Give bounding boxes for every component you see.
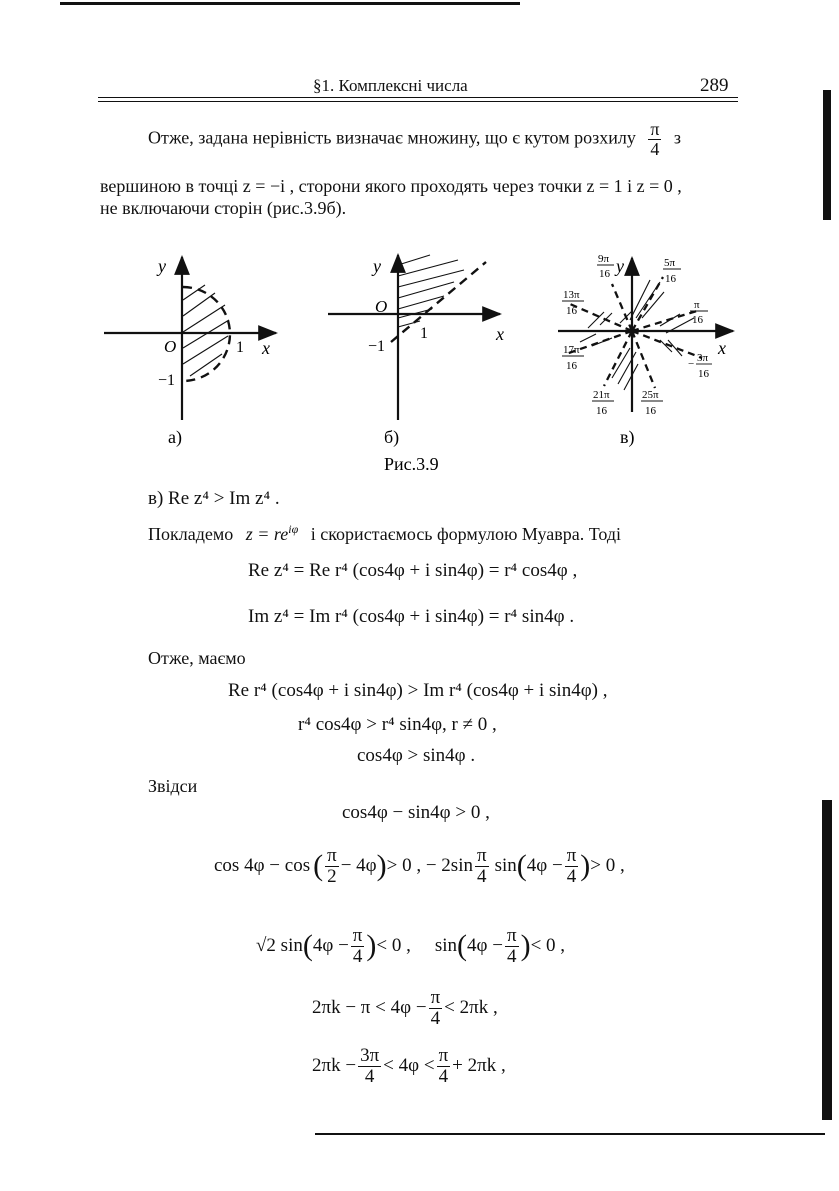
eq8-frac-pi-4-b-num: π <box>506 925 517 946</box>
substitution-line <box>148 522 621 545</box>
eq8-part-a: √2 sin <box>256 935 303 957</box>
svg-text:21π: 21π <box>593 389 610 401</box>
equation-im-z4: Im z⁴ = Im r⁴ (cos4φ + i sin4φ) = r⁴ sin4φ . <box>248 606 575 627</box>
figure-panel-b <box>328 255 504 448</box>
eq8-frac-pi-4-b-den: 4 <box>507 945 517 967</box>
panel-label-b: б) <box>384 427 400 447</box>
svg-text:16: 16 <box>665 273 676 285</box>
equation-sqrt2-sin <box>256 926 565 967</box>
eq8-lparen-1: ( <box>302 929 313 963</box>
svg-text:9π: 9π <box>598 253 610 265</box>
angle-label-5pi-16 <box>663 257 681 285</box>
subst-text-b: і скористаємось формулою Муавра. Тоді <box>310 524 622 544</box>
eq8-lparen-2: ( <box>457 929 468 963</box>
panel-label-a: а) <box>168 427 182 447</box>
eq7-frac-pi-4-a <box>475 846 489 887</box>
eq7-part-c: > 0 , − 2sin <box>386 855 473 877</box>
eq9-frac-pi-4 <box>429 988 443 1029</box>
hatch-half-disk <box>183 285 229 376</box>
eq8-frac-pi-4-a-den: 4 <box>352 945 363 967</box>
angle-num: π <box>650 119 660 139</box>
x-label-a: x <box>262 338 270 358</box>
origin-point-c <box>629 328 636 335</box>
equation-cos-minus-sin: cos4φ − sin4φ > 0 , <box>342 802 490 823</box>
eq7-frac-pi-4-b <box>565 846 579 887</box>
intro-line-1-text: Отже, задана нерівність визначає множину, що є кутом розхилу <box>148 127 636 148</box>
angle-label-minus-3pi-16 <box>688 352 712 380</box>
eq9-frac-den: 4 <box>430 1007 441 1029</box>
angle-label-9pi-16 <box>597 253 614 280</box>
right-edge-mark-bottom <box>822 800 832 1120</box>
therefore-text: Отже, маємо <box>148 648 246 668</box>
hatch-sectors <box>580 280 694 390</box>
eq8-frac-pi-4-a-num: π <box>352 925 363 946</box>
eq8-rparen-2: ) <box>520 929 531 963</box>
y-label-b: y <box>373 256 381 276</box>
eq10-part-a: 2πk − <box>312 1055 357 1077</box>
eq7-part-d: sin <box>494 855 517 877</box>
minus-one-label-b: −1 <box>368 338 386 355</box>
subst-sup: iφ <box>288 522 299 536</box>
svg-text:13π: 13π <box>563 289 580 301</box>
eq10-frac-a-num: 3π <box>360 1045 380 1066</box>
angle-label-21pi-16 <box>592 389 614 417</box>
equation-r4-cos-gt-sin: r⁴ cos4φ > r⁴ sin4φ, r ≠ 0 , <box>298 714 497 735</box>
eq7-part-b: − 4φ <box>340 855 377 877</box>
figure-caption: Рис.3.9 <box>384 454 439 474</box>
eq7-frac-pi-2 <box>325 846 339 887</box>
x-label-c: x <box>718 338 726 358</box>
eq10-part-c: + 2πk , <box>452 1055 506 1077</box>
eq9-frac-num: π <box>430 987 441 1008</box>
one-label-a: 1 <box>236 339 244 356</box>
eq7-frac-pi-4-a-num: π <box>476 845 487 866</box>
svg-text:16: 16 <box>566 360 577 372</box>
eq10-frac-a-den: 4 <box>364 1065 375 1087</box>
hence-text: Звідси <box>148 776 198 796</box>
svg-text:16: 16 <box>599 268 610 280</box>
eq7-lparen-2: ( <box>516 849 527 883</box>
eq8-rparen-1: ) <box>366 929 377 963</box>
eq7-frac-pi-4-b-den: 4 <box>566 865 577 887</box>
intro-line-1-end: з <box>673 127 682 148</box>
eq7-rparen-1: ) <box>376 849 387 883</box>
eq7-part-a: cos 4φ − cos <box>214 855 311 877</box>
angle-den: 4 <box>650 138 660 159</box>
eq10-part-b: < 4φ < <box>383 1055 435 1077</box>
eq9-part-a: 2πk − π < 4φ − <box>312 997 427 1019</box>
svg-text:17π: 17π <box>563 344 580 356</box>
eq9-part-b: < 2πk , <box>444 997 498 1019</box>
svg-text:16: 16 <box>566 305 577 317</box>
figure-3-9 <box>0 0 839 480</box>
y-label-c: y <box>616 256 624 276</box>
eq7-frac-pi-2-num: π <box>327 845 337 866</box>
running-header: §1. Комплексні числа <box>313 76 468 95</box>
eq7-rparen-2: ) <box>580 849 591 883</box>
minus-one-label-a: −1 <box>158 372 176 389</box>
eq8-frac-pi-4-b <box>505 926 519 967</box>
equation-re-z4: Re z⁴ = Re r⁴ (cos4φ + i sin4φ) = r⁴ cos4φ , <box>248 560 578 581</box>
figure-panel-a <box>104 256 276 448</box>
hatch-wedge <box>398 255 464 327</box>
eq8-part-d: < 0 , <box>530 935 566 957</box>
equation-re-gt-im: Re r⁴ (cos4φ + i sin4φ) > Im r⁴ (cos4φ + i sin4φ) , <box>228 680 608 701</box>
svg-text:25π: 25π <box>642 389 659 401</box>
eq10-frac-b-num: π <box>438 1045 449 1066</box>
figure-panel-c <box>558 253 733 448</box>
intro-line-2: вершиною в точці z = −i , сторони якого проходять через точки z = 1 і z = 0 , <box>100 176 682 196</box>
y-label-a: y <box>158 256 166 276</box>
angle-label-13pi-16 <box>562 289 584 317</box>
eq8-part-b: < 0 , <box>376 935 411 957</box>
panel-label-c: в) <box>620 427 635 447</box>
svg-text:−: − <box>688 358 695 370</box>
eq7-lparen-1: ( <box>313 849 324 883</box>
eq7-part-e: 4φ − <box>526 855 563 877</box>
origin-label-a: O <box>164 337 177 356</box>
eq7-part-f: > 0 , <box>590 855 625 877</box>
eq7-frac-pi-2-den: 2 <box>327 865 337 887</box>
svg-text:3π: 3π <box>697 352 709 364</box>
subst-z: z = re <box>245 524 289 544</box>
x-label-b: x <box>496 324 504 344</box>
page-number: 289 <box>700 75 729 96</box>
eq8-frac-pi-4-a <box>351 926 365 967</box>
origin-label-b: O <box>375 297 388 316</box>
eq8-inner-2: 4φ − <box>467 935 503 957</box>
eq7-frac-pi-4-b-num: π <box>566 845 577 866</box>
item-v-heading: в) Re z⁴ > Im z⁴ . <box>148 488 280 509</box>
svg-text:5π: 5π <box>664 257 676 269</box>
eq7-frac-pi-4-a-den: 4 <box>477 865 487 887</box>
svg-text:16: 16 <box>698 368 709 380</box>
svg-text:16: 16 <box>596 405 607 417</box>
svg-text:π: π <box>694 299 700 311</box>
intro-line-3: не включаючи сторін (рис.3.9б). <box>100 198 347 218</box>
eq10-frac-3pi-4 <box>358 1046 381 1087</box>
bottom-edge-line <box>315 1133 825 1135</box>
eq8-inner-1: 4φ − <box>312 935 349 957</box>
equation-interval-1 <box>312 988 498 1029</box>
one-label-b: 1 <box>420 325 428 342</box>
eq10-frac-pi-4 <box>437 1046 451 1087</box>
svg-text:16: 16 <box>692 314 703 326</box>
equation-cos-gt-sin: cos4φ > sin4φ . <box>357 745 476 766</box>
angle-label-25pi-16 <box>641 389 663 417</box>
eq8-part-c: sin <box>434 935 458 957</box>
subst-text-a: Покладемо <box>148 524 234 544</box>
equation-interval-2 <box>312 1046 506 1087</box>
svg-text:16: 16 <box>645 405 656 417</box>
eq10-frac-b-den: 4 <box>438 1065 449 1087</box>
equation-cos-difference <box>214 846 625 887</box>
